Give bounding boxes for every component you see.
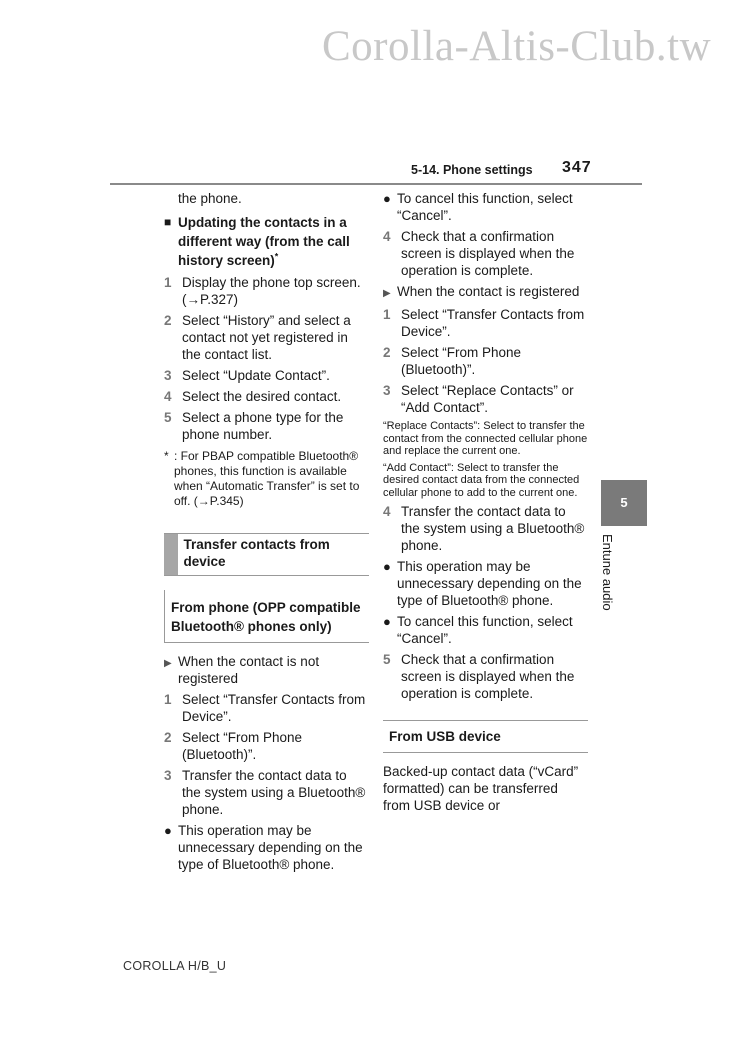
- section-title-box: [164, 533, 369, 576]
- chapter-tab: 5: [601, 480, 647, 526]
- footnote-text: : For PBAP compatible Bluetooth® phones, this function is available when “Automatic Transfer” is set to off. (→P.345): [174, 449, 360, 508]
- update-heading: [164, 213, 369, 270]
- step-number: 4: [164, 389, 172, 404]
- footnote-mark: *: [164, 449, 169, 463]
- step-number: 2: [383, 345, 391, 360]
- condition-text: When the contact is not registered: [178, 654, 320, 686]
- step-text: Check that a confirmation screen is displayed when the operation is complete.: [401, 229, 575, 278]
- step-text: Check that a confirmation screen is displayed when the operation is complete.: [401, 652, 575, 701]
- left-column: [164, 190, 369, 877]
- step-number: 1: [164, 275, 172, 290]
- condition-text: When the contact is registered: [397, 284, 580, 299]
- step-text: Select “Transfer Contacts from Device”.: [401, 307, 585, 339]
- update-heading-mark: *: [274, 251, 279, 262]
- step-text: Select a phone type for the phone number.: [182, 410, 344, 442]
- triangle-icon: ▶: [383, 288, 391, 299]
- list-item: [164, 729, 369, 763]
- list-item: [383, 651, 588, 702]
- list-item: [383, 503, 588, 554]
- list-item: [164, 274, 369, 308]
- bullet-text: This operation may be unnecessary depending on the type of Bluetooth® phone.: [178, 823, 363, 872]
- step-text: Select “History” and select a contact not yet registered in the contact list.: [182, 313, 351, 362]
- list-item: [164, 409, 369, 443]
- note-replace: “Replace Contacts”: Select to transfer the contact from the connected cellular phone and replace the current one.: [383, 420, 588, 457]
- step-number: 4: [383, 229, 391, 244]
- section-header: 5-14. Phone settings: [411, 163, 533, 177]
- list-item: [383, 306, 588, 340]
- bullet-dot-icon: ●: [383, 191, 391, 206]
- list-item: [383, 382, 588, 416]
- continuation-text: the phone.: [178, 191, 242, 206]
- step-number: 3: [164, 768, 172, 783]
- list-item: [164, 691, 369, 725]
- usb-text: Backed-up contact data (“vCard” formatted) can be transferred from USB device or: [383, 764, 579, 813]
- step-number: 5: [164, 410, 172, 425]
- bullet-dot-icon: ●: [383, 559, 391, 574]
- footnote: [164, 449, 369, 509]
- section-title: Transfer contacts from device: [183, 537, 330, 569]
- bullet-text: This operation may be unnecessary depending on the type of Bluetooth® phone.: [397, 559, 582, 608]
- condition: [164, 653, 369, 687]
- step-text: Select the desired contact.: [182, 389, 342, 404]
- step-text: Select “Update Contact”.: [182, 368, 330, 383]
- bullet-item: [383, 190, 588, 224]
- step-number: 3: [383, 383, 391, 398]
- step-number: 5: [383, 652, 391, 667]
- step-text: Transfer the contact data to the system using a Bluetooth® phone.: [182, 768, 366, 817]
- square-bullet-icon: ■: [164, 215, 172, 229]
- step-number: 4: [383, 504, 391, 519]
- list-item: [164, 312, 369, 363]
- bullet-item: [164, 822, 369, 873]
- bullet-text: To cancel this function, select “Cancel”.: [397, 614, 573, 646]
- step-text: Select “From Phone (Bluetooth)”.: [182, 730, 303, 762]
- bullet-text: To cancel this function, select “Cancel”.: [397, 191, 573, 223]
- usb-subsection-title: From USB device: [383, 720, 588, 753]
- header-rule: [110, 183, 642, 185]
- step-text: Select “Transfer Contacts from Device”.: [182, 692, 366, 724]
- bullet-dot-icon: ●: [383, 614, 391, 629]
- step-text: Select “Replace Contacts” or “Add Contact”.: [401, 383, 574, 415]
- list-item: [383, 344, 588, 378]
- note-add: “Add Contact”: Select to transfer the desired contact data from the connected cellular phone to add to the current one.: [383, 461, 580, 499]
- triangle-icon: ▶: [164, 658, 172, 669]
- right-column: [383, 190, 588, 818]
- step-number: 1: [383, 307, 391, 322]
- list-item: [164, 388, 369, 405]
- step-number: 2: [164, 313, 172, 328]
- step-number: 3: [164, 368, 172, 383]
- step-text: Select “From Phone (Bluetooth)”.: [401, 345, 522, 377]
- step-text: Display the phone top screen. (→P.327): [182, 275, 361, 307]
- list-item: [164, 367, 369, 384]
- step-number: 1: [164, 692, 172, 707]
- footer-code: COROLLA H/B_U: [123, 959, 227, 973]
- step-number: 2: [164, 730, 172, 745]
- page-number: 347: [562, 159, 592, 176]
- list-item: [383, 228, 588, 279]
- subsection-title: From phone (OPP compatible Bluetooth® phones only): [164, 590, 369, 643]
- update-heading-text: Updating the contacts in a different way (from the call history screen): [178, 215, 350, 268]
- list-item: [164, 767, 369, 818]
- watermark: Corolla-Altis-Club.tw: [322, 23, 712, 70]
- condition: [383, 283, 588, 302]
- chapter-tab-label: Entune audio: [600, 534, 615, 611]
- bullet-item: [383, 558, 588, 609]
- bullet-item: [383, 613, 588, 647]
- step-text: Transfer the contact data to the system using a Bluetooth® phone.: [401, 504, 585, 553]
- bullet-dot-icon: ●: [164, 823, 172, 838]
- section-title-bar: [164, 534, 178, 575]
